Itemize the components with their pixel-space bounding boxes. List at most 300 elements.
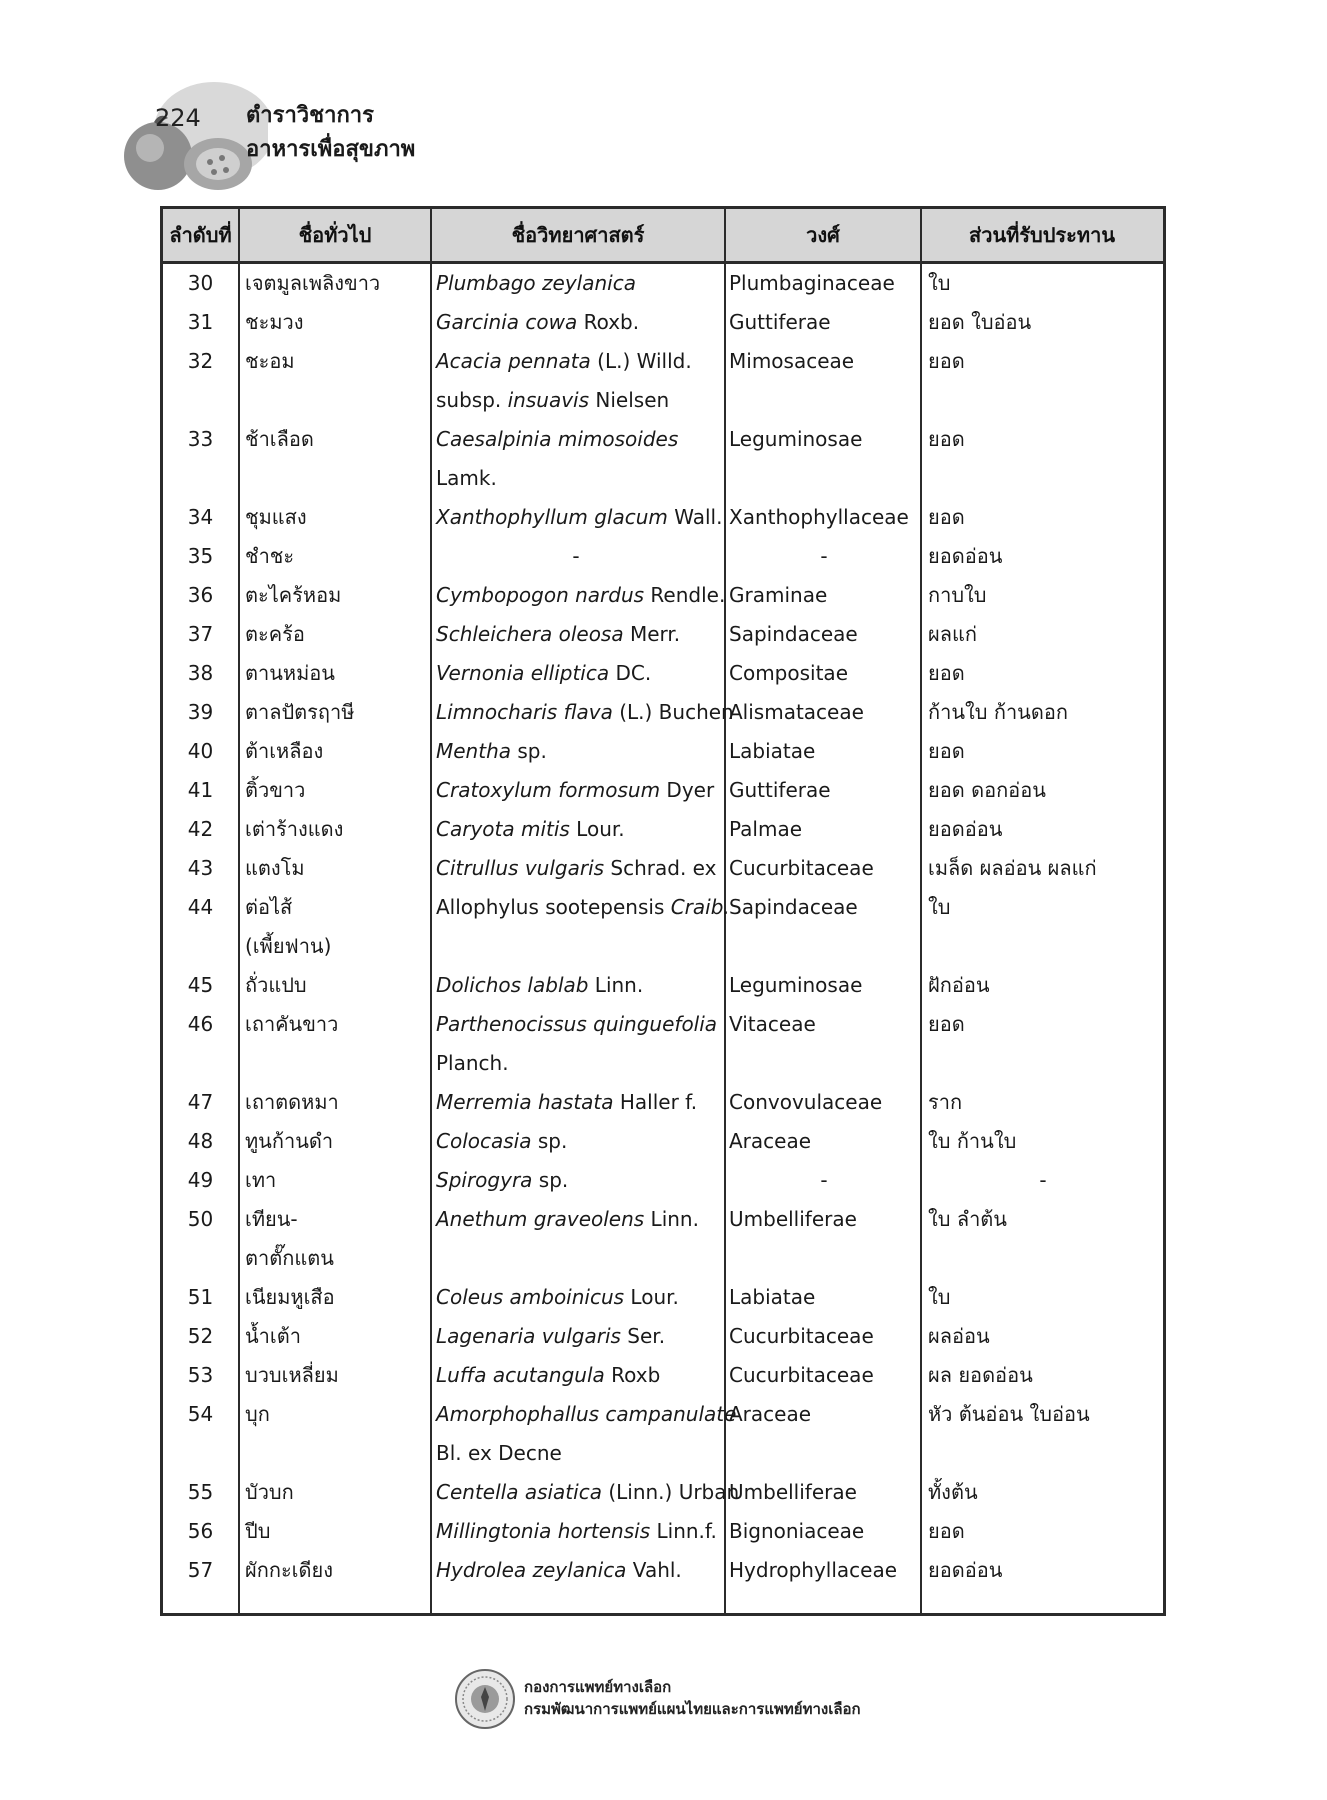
scientific-name <box>436 537 716 576</box>
family-name: Umbelliferae <box>729 1480 857 1504</box>
common-name <box>245 966 425 1005</box>
common-name-line: ทูนก้านดำ <box>245 1129 334 1153</box>
family-name: Xanthophyllaceae <box>729 505 909 529</box>
edible-part: ราก <box>928 1090 963 1114</box>
scientific-name-line <box>436 888 730 927</box>
scientific-name-italic: Garcinia cowa <box>436 310 578 334</box>
scientific-name-italic: Merremia hastata <box>436 1090 614 1114</box>
scientific-name-italic: Dolichos lablab <box>436 973 589 997</box>
common-name <box>245 1005 425 1044</box>
edible-part: ยอด <box>928 739 965 763</box>
common-name <box>245 654 425 693</box>
table-row <box>163 1317 1163 1356</box>
scientific-name-line <box>436 303 716 342</box>
header-common-name: ชื่อทั่วไป <box>298 223 372 247</box>
row-number: 42 <box>187 817 214 841</box>
scientific-name <box>436 654 716 693</box>
row-number: 33 <box>187 427 214 451</box>
edible-part: ยอด <box>928 661 965 685</box>
page-header <box>118 78 718 198</box>
row-number: 47 <box>187 1090 214 1114</box>
scientific-name-text: Allophylus sootepensis <box>436 895 671 919</box>
row-number: 37 <box>187 622 214 646</box>
scientific-name-text: Bl. ex Decne <box>436 1441 562 1465</box>
edible-part: - <box>1039 1168 1047 1192</box>
edible-part: ใบ ก้านใบ <box>928 1129 1017 1153</box>
common-name-line: ชุมแสง <box>245 505 307 529</box>
common-name <box>245 1551 425 1590</box>
edible-part: ทั้งต้น <box>928 1480 978 1504</box>
scientific-name-line <box>436 1044 716 1083</box>
family-name: Labiatae <box>729 739 816 763</box>
row-number: 45 <box>187 973 214 997</box>
family-name: Mimosaceae <box>729 349 855 373</box>
family-name: Sapindaceae <box>729 895 858 919</box>
edible-part: ยอดอ่อน <box>928 1558 1003 1582</box>
common-name-line: ถั่วแปบ <box>245 973 307 997</box>
scientific-name <box>436 1122 716 1161</box>
table-row <box>163 1356 1163 1395</box>
row-number: 35 <box>187 544 214 568</box>
row-number: 40 <box>187 739 214 763</box>
table-row <box>163 1122 1163 1161</box>
scientific-name-line <box>436 849 716 888</box>
row-number: 30 <box>187 271 214 295</box>
row-number: 50 <box>187 1207 214 1231</box>
scientific-name-text: sp. <box>531 1129 568 1153</box>
family-name: Sapindaceae <box>729 622 858 646</box>
scientific-name-italic: Schleichera oleosa <box>436 622 624 646</box>
edible-part: ยอด <box>928 349 965 373</box>
scientific-name-text: DC. <box>609 661 652 685</box>
scientific-name-text: Lour. <box>624 1285 679 1309</box>
common-name-line: บัวบก <box>245 1480 294 1504</box>
header-no: ลำดับที่ <box>169 223 232 247</box>
scientific-name-italic: Mentha <box>436 739 512 763</box>
scientific-name <box>436 1083 716 1122</box>
common-name-line: เถาตดหมา <box>245 1090 339 1114</box>
table-row <box>163 732 1163 771</box>
common-name-line: ชำชะ <box>245 544 295 568</box>
scientific-name-line <box>436 537 716 576</box>
row-number: 52 <box>187 1324 214 1348</box>
scientific-name-line <box>436 732 716 771</box>
row-number: 44 <box>187 895 214 919</box>
scientific-name-line <box>436 1473 740 1512</box>
scientific-name <box>436 264 716 303</box>
footer-line-2: กรมพัฒนาการแพทย์แผนไทยและการแพทย์ทางเลือก <box>524 1700 861 1718</box>
scientific-name-line <box>436 1005 716 1044</box>
table-row <box>163 810 1163 849</box>
family-name: Guttiferae <box>729 310 831 334</box>
common-name-line: บวบเหลี่ยม <box>245 1363 339 1387</box>
common-name <box>245 732 425 771</box>
scientific-name-text: (L.) Willd. <box>590 349 692 373</box>
row-number: 55 <box>187 1480 214 1504</box>
common-name-line: ผักกะเดียง <box>245 1558 333 1582</box>
table-row <box>163 615 1163 654</box>
family-name: Labiatae <box>729 1285 816 1309</box>
scientific-name <box>436 849 716 888</box>
scientific-name <box>436 1005 716 1083</box>
family-name: Leguminosae <box>729 427 863 451</box>
scientific-name-line <box>436 1395 737 1434</box>
edible-part: ยอด ดอกอ่อน <box>928 778 1046 802</box>
common-name-line: เต่าร้างแดง <box>245 817 344 841</box>
scientific-name <box>436 1317 716 1356</box>
common-name-line: ตาตั๊กแตน <box>245 1246 334 1270</box>
scientific-name-line <box>436 381 716 420</box>
edible-part: ใบ <box>928 1285 951 1309</box>
table-row <box>163 1512 1163 1551</box>
common-name-line: ปีบ <box>245 1519 271 1543</box>
scientific-name-line <box>436 1551 716 1590</box>
table-body <box>163 264 1163 1590</box>
family-name: Cucurbitaceae <box>729 1324 874 1348</box>
table-row <box>163 1161 1163 1200</box>
family-name: Graminae <box>729 583 828 607</box>
common-name <box>245 1278 425 1317</box>
scientific-name <box>436 303 716 342</box>
common-name-line: ตาลปัตรฤาษี <box>245 700 355 724</box>
family-name: Bignoniaceae <box>729 1519 865 1543</box>
common-name <box>245 498 425 537</box>
scientific-name-italic: Parthenocissus quinguefolia <box>436 1012 718 1036</box>
scientific-name-line <box>436 1200 716 1239</box>
common-name <box>245 264 425 303</box>
scientific-name <box>436 1278 716 1317</box>
row-number: 56 <box>187 1519 214 1543</box>
common-name <box>245 1083 425 1122</box>
scientific-name-italic: Citrullus vulgaris <box>436 856 605 880</box>
scientific-name-text: subsp. <box>436 388 508 412</box>
common-name-line: ติ้วขาว <box>245 778 306 802</box>
scientific-name-text: (Linn.) Urban <box>601 1480 740 1504</box>
row-number: 53 <box>187 1363 214 1387</box>
table-row <box>163 1083 1163 1122</box>
scientific-name <box>436 771 716 810</box>
family-name: - <box>820 544 828 568</box>
scientific-name-text: Wall. <box>667 505 723 529</box>
edible-part: เมล็ด ผลอ่อน ผลแก่ <box>928 856 1097 880</box>
scientific-name-text: Haller f. <box>613 1090 698 1114</box>
edible-part: ยอด <box>928 1012 965 1036</box>
family-name: Guttiferae <box>729 778 831 802</box>
scientific-name-italic: Amorphophallus campanulate <box>436 1402 737 1426</box>
row-number: 31 <box>187 310 214 334</box>
scientific-name-text: Ser. <box>620 1324 666 1348</box>
scientific-name-italic: Hydrolea zeylanica <box>436 1558 627 1582</box>
table-row <box>163 966 1163 1005</box>
edible-part: ก้านใบ ก้านดอก <box>928 700 1068 724</box>
scientific-name-text: Roxb <box>604 1363 661 1387</box>
scientific-name-italic: Xanthophyllum glacum <box>436 505 668 529</box>
edible-part: ยอด <box>928 427 965 451</box>
scientific-name <box>436 693 734 732</box>
scientific-name <box>436 1200 716 1239</box>
common-name <box>245 849 425 888</box>
scientific-name <box>436 1395 737 1473</box>
scientific-name-line <box>436 693 734 732</box>
scientific-name-line <box>436 654 716 693</box>
common-name-line: ตะคร้อ <box>245 622 305 646</box>
row-number: 49 <box>187 1168 214 1192</box>
row-number: 36 <box>187 583 214 607</box>
table-row <box>163 888 1163 966</box>
family-name: Convovulaceae <box>729 1090 883 1114</box>
row-number: 51 <box>187 1285 214 1309</box>
table-row <box>163 1395 1163 1473</box>
scientific-name <box>436 342 716 420</box>
family-name: - <box>820 1168 828 1192</box>
common-name <box>245 1161 425 1200</box>
common-name-line: น้ำเต้า <box>245 1324 301 1348</box>
scientific-name-italic: Cymbopogon nardus <box>436 583 645 607</box>
scientific-name-italic: Limnocharis flava <box>436 700 613 724</box>
common-name <box>245 1200 425 1278</box>
edible-part: ผลแก่ <box>928 622 977 646</box>
row-number: 32 <box>187 349 214 373</box>
family-name: Cucurbitaceae <box>729 856 874 880</box>
scientific-name-line <box>436 1161 716 1200</box>
common-name-line: เทา <box>245 1168 277 1192</box>
scientific-name <box>436 576 726 615</box>
common-name <box>245 615 425 654</box>
scientific-name <box>436 1473 740 1512</box>
scientific-name-line <box>436 576 726 615</box>
family-name: Araceae <box>729 1129 812 1153</box>
edible-part: ใบ <box>928 271 951 295</box>
family-name: Alismataceae <box>729 700 864 724</box>
row-number: 54 <box>187 1402 214 1426</box>
edible-part: ผลอ่อน <box>928 1324 990 1348</box>
table-row <box>163 693 1163 732</box>
book-title-line-2: อาหารเพื่อสุขภาพ <box>246 137 416 162</box>
family-name: Araceae <box>729 1402 812 1426</box>
scientific-name-text: sp. <box>511 739 547 763</box>
edible-part: ฝักอ่อน <box>928 973 990 997</box>
table-row <box>163 849 1163 888</box>
table-row <box>163 342 1163 420</box>
edible-part: หัว ต้นอ่อน ใบอ่อน <box>928 1402 1090 1426</box>
scientific-name-italic: Vernonia elliptica <box>436 661 610 685</box>
common-name-line: แตงโม <box>245 856 305 880</box>
header-family: วงศ์ <box>806 223 840 247</box>
common-name-line: ชะมวง <box>245 310 304 334</box>
scientific-name-text: Nielsen <box>589 388 670 412</box>
scientific-name-italic: insuavis <box>507 388 590 412</box>
common-name-line: บุก <box>245 1402 270 1426</box>
scientific-name-text: Linn. <box>588 973 644 997</box>
scientific-name <box>436 966 716 1005</box>
common-name <box>245 1473 425 1512</box>
plant-table <box>160 206 1166 1616</box>
edible-part: ยอดอ่อน <box>928 817 1003 841</box>
common-name-line: ต่อไส้ <box>245 895 293 919</box>
scientific-name-text: Lour. <box>569 817 625 841</box>
row-number: 48 <box>187 1129 214 1153</box>
footer-line-1: กองการแพทย์ทางเลือก <box>524 1678 672 1696</box>
scientific-name-italic: Cratoxylum formosum <box>436 778 661 802</box>
scientific-name-text: Linn.f. <box>650 1519 717 1543</box>
row-number: 43 <box>187 856 214 880</box>
table-row <box>163 420 1163 498</box>
scientific-name-line <box>436 1278 716 1317</box>
scientific-name-line <box>436 1122 716 1161</box>
scientific-name-line <box>436 1317 716 1356</box>
family-name: Vitaceae <box>729 1012 816 1036</box>
family-name: Cucurbitaceae <box>729 1363 874 1387</box>
footer <box>454 1668 1014 1748</box>
family-name: Umbelliferae <box>729 1207 857 1231</box>
scientific-name <box>436 498 723 537</box>
scientific-name-italic: Luffa acutangula <box>436 1363 605 1387</box>
header-scientific-name: ชื่อวิทยาศาสตร์ <box>511 223 645 247</box>
table-row <box>163 1551 1163 1590</box>
table-row <box>163 264 1163 303</box>
common-name-line: เนียมหูเสือ <box>245 1285 335 1309</box>
table-row <box>163 537 1163 576</box>
common-name-line: ต้าเหลือง <box>245 739 324 763</box>
common-name <box>245 420 425 459</box>
scientific-name-line <box>436 420 716 459</box>
edible-part: ผล ยอดอ่อน <box>928 1363 1033 1387</box>
common-name-line: (เพี้ยฟาน) <box>245 934 332 958</box>
scientific-name <box>436 1356 716 1395</box>
table-row <box>163 1005 1163 1083</box>
common-name <box>245 1122 425 1161</box>
common-name-line: ชะอม <box>245 349 295 373</box>
row-number: 39 <box>187 700 214 724</box>
scientific-name-text: Lamk. <box>436 466 497 490</box>
table-row <box>163 771 1163 810</box>
table-row <box>163 498 1163 537</box>
common-name <box>245 1395 425 1434</box>
edible-part: ยอด <box>928 505 965 529</box>
scientific-name-italic: Lagenaria vulgaris <box>436 1324 621 1348</box>
edible-part: ใบ <box>928 895 951 919</box>
scientific-name-italic: Spirogyra <box>436 1168 533 1192</box>
edible-part: ยอด ใบอ่อน <box>928 310 1032 334</box>
scientific-name-line <box>436 1083 716 1122</box>
scientific-name-italic: Craib. <box>670 895 730 919</box>
row-number: 57 <box>187 1558 214 1582</box>
family-name: Plumbaginaceae <box>729 271 895 295</box>
edible-part: ยอด <box>928 1519 965 1543</box>
book-title-line-1: ตำราวิชาการ <box>246 103 374 128</box>
common-name-line: เถาคันขาว <box>245 1012 339 1036</box>
scientific-name-line <box>436 771 716 810</box>
scientific-name-text: Planch. <box>436 1051 509 1075</box>
table-row <box>163 303 1163 342</box>
common-name <box>245 771 425 810</box>
table-row <box>163 1473 1163 1512</box>
scientific-name-line <box>436 264 716 303</box>
scientific-name-italic: Caesalpinia mimosoides <box>436 427 679 451</box>
scientific-name-italic: Anethum graveolens <box>436 1207 645 1231</box>
scientific-name-italic: Colocasia <box>436 1129 532 1153</box>
scientific-name-line <box>436 1512 716 1551</box>
scientific-name <box>436 615 716 654</box>
scientific-name <box>436 888 730 927</box>
common-name <box>245 888 425 966</box>
page-number: 224 <box>155 104 201 132</box>
table-row <box>163 1200 1163 1278</box>
scientific-name <box>436 420 716 498</box>
scientific-name-text: Schrad. ex <box>604 856 717 880</box>
family-name: Palmae <box>729 817 803 841</box>
scientific-name-italic: Centella asiatica <box>436 1480 602 1504</box>
edible-part: กาบใบ <box>928 583 987 607</box>
common-name <box>245 1317 425 1356</box>
scientific-name-italic: Acacia pennata <box>436 349 591 373</box>
edible-part: ยอดอ่อน <box>928 544 1003 568</box>
scientific-name-italic: Caryota mitis <box>436 817 570 841</box>
scientific-name <box>436 1551 716 1590</box>
scientific-name-text: Rendle. <box>644 583 726 607</box>
common-name <box>245 810 425 849</box>
scientific-name-line <box>436 615 716 654</box>
family-name: Hydrophyllaceae <box>729 1558 898 1582</box>
row-number: 38 <box>187 661 214 685</box>
scientific-name-italic: Millingtonia hortensis <box>436 1519 651 1543</box>
scientific-name <box>436 810 716 849</box>
family-name: Compositae <box>729 661 848 685</box>
scientific-name-text: Linn. <box>644 1207 699 1231</box>
common-name <box>245 693 425 732</box>
table-row <box>163 1278 1163 1317</box>
row-number: 46 <box>187 1012 214 1036</box>
scientific-name <box>436 1512 716 1551</box>
scientific-name-text: Roxb. <box>577 310 640 334</box>
common-name <box>245 342 425 381</box>
scientific-name-line <box>436 459 716 498</box>
common-name-line: ตะไคร้หอม <box>245 583 342 607</box>
book-title <box>246 99 415 167</box>
scientific-name-text: Dyer <box>660 778 715 802</box>
family-name: Leguminosae <box>729 973 863 997</box>
common-name <box>245 303 425 342</box>
header-edible-part: ส่วนที่รับประทาน <box>969 223 1115 247</box>
scientific-name-text: - <box>572 544 580 568</box>
common-name <box>245 576 425 615</box>
scientific-name-italic: Plumbago zeylanica <box>436 271 636 295</box>
scientific-name-line <box>436 966 716 1005</box>
table-row <box>163 576 1163 615</box>
scientific-name-line <box>436 1356 716 1395</box>
scientific-name-line <box>436 342 716 381</box>
common-name <box>245 1512 425 1551</box>
scientific-name <box>436 732 716 771</box>
common-name-line: เทียน- <box>245 1207 298 1231</box>
common-name <box>245 1356 425 1395</box>
scientific-name-line <box>436 498 723 537</box>
scientific-name-text: Merr. <box>623 622 681 646</box>
scientific-name-text: (L.) Buchen <box>612 700 734 724</box>
table-header <box>163 209 1163 264</box>
scientific-name-text: Vahl. <box>626 1558 682 1582</box>
row-number: 41 <box>187 778 214 802</box>
edible-part: ใบ ลำต้น <box>928 1207 1007 1231</box>
scientific-name <box>436 1161 716 1200</box>
common-name-line: เจตมูลเพลิงขาว <box>245 271 381 295</box>
scientific-name-italic: Coleus amboinicus <box>436 1285 625 1309</box>
common-name <box>245 537 425 576</box>
table-row <box>163 654 1163 693</box>
common-name-line: ช้าเลือด <box>245 427 314 451</box>
footer-text <box>524 1676 861 1720</box>
common-name-line: ตานหม่อน <box>245 661 335 685</box>
